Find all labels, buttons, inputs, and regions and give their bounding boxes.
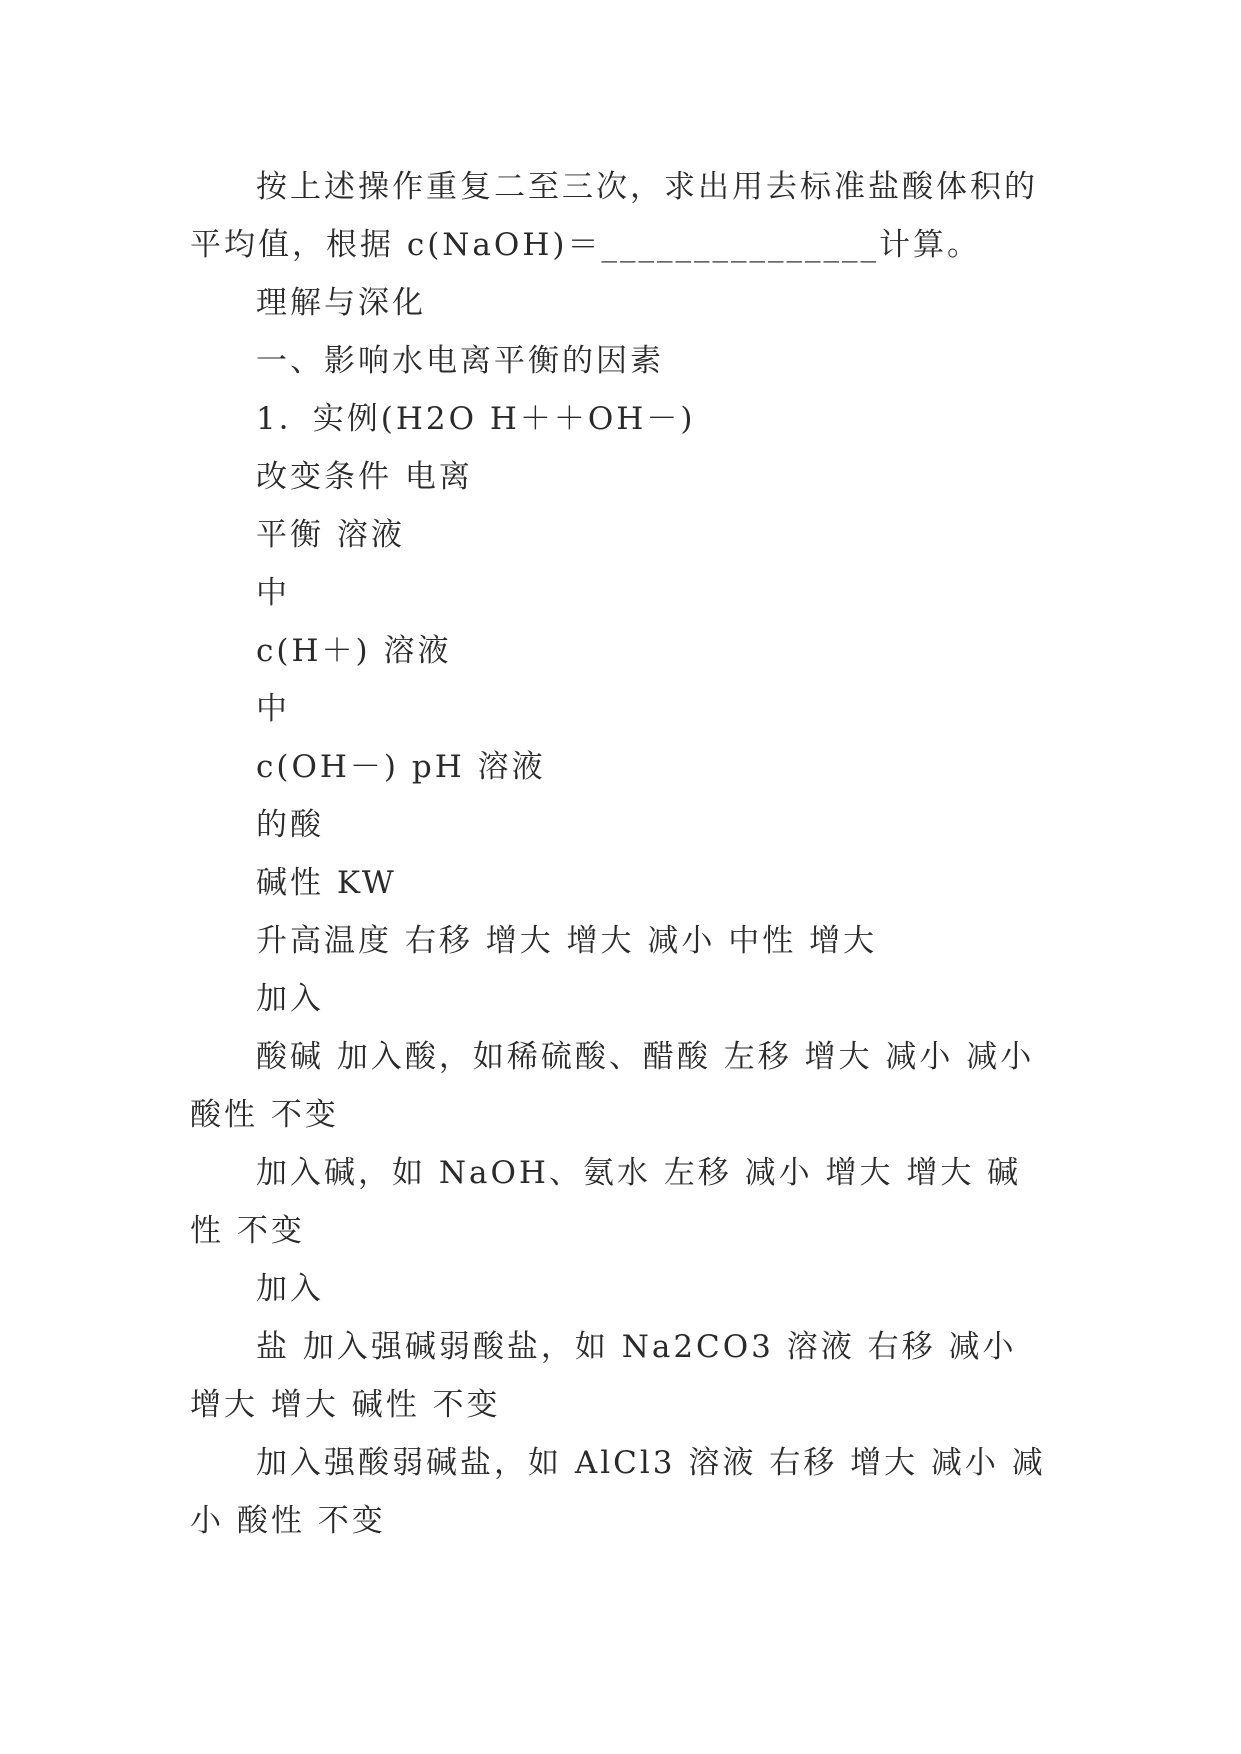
table-text-line: 改变条件 电离 (256, 459, 473, 495)
example-heading: 1．实例(H2O H＋＋OH－) (256, 401, 696, 437)
table-text-line: c(H＋) 溶液 (256, 633, 452, 669)
table-row-add-base: 加入碱，如 NaOH、氨水 左移 减小 增大 增大 碱性 不变 (190, 1155, 1022, 1249)
paragraph-titration-average: 按上述操作重复二至三次，求出用去标准盐酸体积的平均值，根据 c(NaOH)＝_______________计算。 (190, 169, 1038, 263)
table-text-line: 中 (256, 575, 290, 611)
table-text-line: 加入 (256, 1271, 324, 1307)
table-row-add-basic-salt: 盐 加入强碱弱酸盐，如 Na2CO3 溶液 右移 减小 增大 增大 碱性 不变 (190, 1329, 1017, 1423)
section-heading-understanding: 理解与深化 (256, 285, 426, 321)
table-text-line: 碱性 KW (256, 865, 397, 901)
section-heading-water-ionization: 一、影响水电离平衡的因素 (256, 343, 664, 379)
table-text-line: 的酸 (256, 807, 324, 843)
table-text-line: 加入 (256, 981, 324, 1017)
table-text-line: c(OH－) pH 溶液 (256, 749, 546, 785)
table-text-line: 中 (256, 691, 290, 727)
table-row-add-acidic-salt: 加入强酸弱碱盐，如 AlCl3 溶液 右移 增大 减小 减小 酸性 不变 (190, 1445, 1046, 1539)
table-row-raise-temperature: 升高温度 右移 增大 增大 减小 中性 增大 (256, 923, 878, 959)
table-row-add-acid: 酸碱 加入酸，如稀硫酸、醋酸 左移 增大 减小 减小 酸性 不变 (190, 1039, 1035, 1133)
document-body (190, 158, 1050, 1550)
table-text-line: 平衡 溶液 (256, 517, 405, 553)
